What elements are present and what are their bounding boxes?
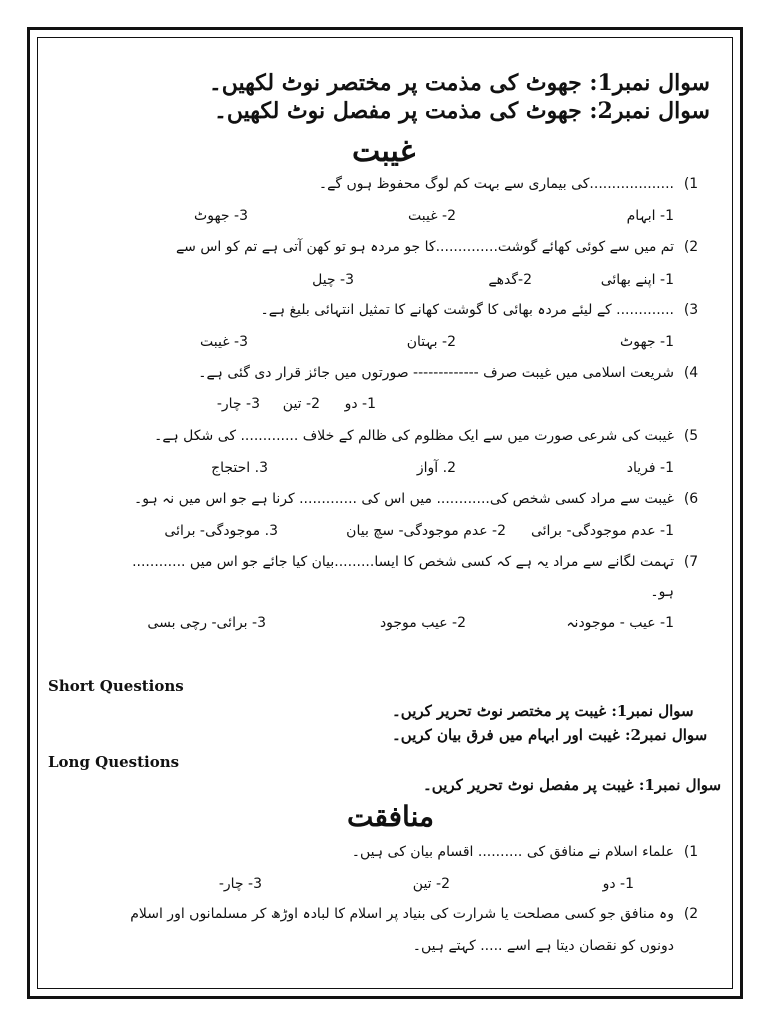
question-text: ............. کے لیئے مردہ بھائی کا گوشت کھانے کا تمثیل انتہائی بلیغ ہے۔ (260, 302, 674, 318)
option: 2. آواز (416, 460, 456, 476)
option: 1- ابہام (626, 208, 674, 224)
top-question-2: سوال نمبر2: جھوٹ کی مذمت پر مفصل نوٹ لکھیں۔ (214, 98, 710, 124)
option: 3- چار- (216, 396, 260, 412)
option: 1- جھوٹ (620, 334, 674, 350)
option: 2- عدم موجودگی- سچ بیان (346, 523, 506, 539)
question-number: (4 (683, 365, 699, 381)
question-number: (2 (683, 906, 699, 922)
option: 3- چیل (312, 272, 354, 288)
question-text: علماء اسلام نے منافق کی .......... اقسام بیان کی ہیں۔ (351, 844, 674, 860)
question-text: غیبت سے مراد کسی شخص کی............ میں اس کی ............. کرنا ہے جو اس میں نہ ہو۔ (134, 491, 674, 507)
option: 1- دو (602, 876, 634, 892)
question-number: (1 (683, 176, 699, 192)
option: 3- غیبت (200, 334, 248, 350)
option: 2-گدھے (488, 272, 532, 288)
long-question-1: سوال نمبر1: غیبت پر مفصل نوٹ تحریر کریں۔ (423, 776, 722, 794)
question-number: (5 (683, 428, 699, 444)
question-text: غیبت کی شرعی صورت میں سے ایک مظلوم کی ظالم کے خلاف ............. کی شکل ہے۔ (154, 428, 674, 444)
question-number: (3 (683, 302, 699, 318)
question-number: (7 (683, 554, 699, 570)
option: 3. موجودگی- برائی (164, 523, 278, 539)
section-title-munafiqat: منافقت (347, 800, 435, 833)
top-question-1: سوال نمبر1: جھوٹ کی مذمت پر مختصر نوٹ لکھیں۔ (208, 70, 710, 96)
option: 2- عیب موجود (379, 615, 466, 631)
question-number: (6 (683, 491, 699, 507)
question-text-continued: ہو۔ (650, 584, 674, 600)
question-number: (1 (683, 844, 699, 860)
option: 3. احتجاج (211, 460, 268, 476)
option: 1- اپنے بھائی (600, 272, 674, 288)
short-questions-label: Short Questions (48, 677, 184, 695)
section-title-gheebat: غیبت (352, 134, 416, 169)
question-text: وہ منافق جو کسی مصلحت یا شرارت کی بنیاد پر اسلام کا لبادہ اوڑھ کر مسلمانوں اور اسلام (130, 906, 674, 922)
option: 2- بہتان (406, 334, 456, 350)
option: 1- عدم موجودگی- برائی (530, 523, 674, 539)
option: 2- غیبت (408, 208, 456, 224)
option: 1- فریاد (626, 460, 674, 476)
question-text: شریعت اسلامی میں غیبت صرف ------------- صورتوں میں جائز قرار دی گئی ہے۔ (198, 365, 674, 381)
option: 1- دو (344, 396, 376, 412)
question-text: تہمت لگانے سے مراد یہ ہے کہ کسی شخص کا ایسا.........بیان کیا جائے جو اس میں ............ (132, 554, 674, 570)
question-text: ...................کی بیماری سے بہت کم لوگ محفوظ ہوں گے۔ (318, 176, 674, 192)
question-text-continued: دونوں کو نقصان دیتا ہے اسے ..... کہتے ہیں۔ (412, 938, 674, 954)
long-questions-label: Long Questions (48, 753, 180, 771)
option: 2- تین (282, 396, 320, 412)
question-number: (2 (683, 239, 699, 255)
short-question-2: سوال نمبر2: غیبت اور ابہام میں فرق بیان کریں۔ (392, 726, 708, 744)
question-text: تم میں سے کوئی کھائے گوشت..............کا جو مردہ ہو تو کھن آتی ہے تم کو اس سے (175, 239, 674, 255)
short-question-1: سوال نمبر1: غیبت پر مختصر نوٹ تحریر کریں۔ (392, 702, 694, 720)
option: 3- برائی- رچی بسی (147, 615, 266, 631)
option: 2- تین (412, 876, 450, 892)
option: 1- عیب - موجودنہ (566, 615, 674, 631)
option: 3- جھوٹ (194, 208, 248, 224)
option: 3- چار- (218, 876, 262, 892)
